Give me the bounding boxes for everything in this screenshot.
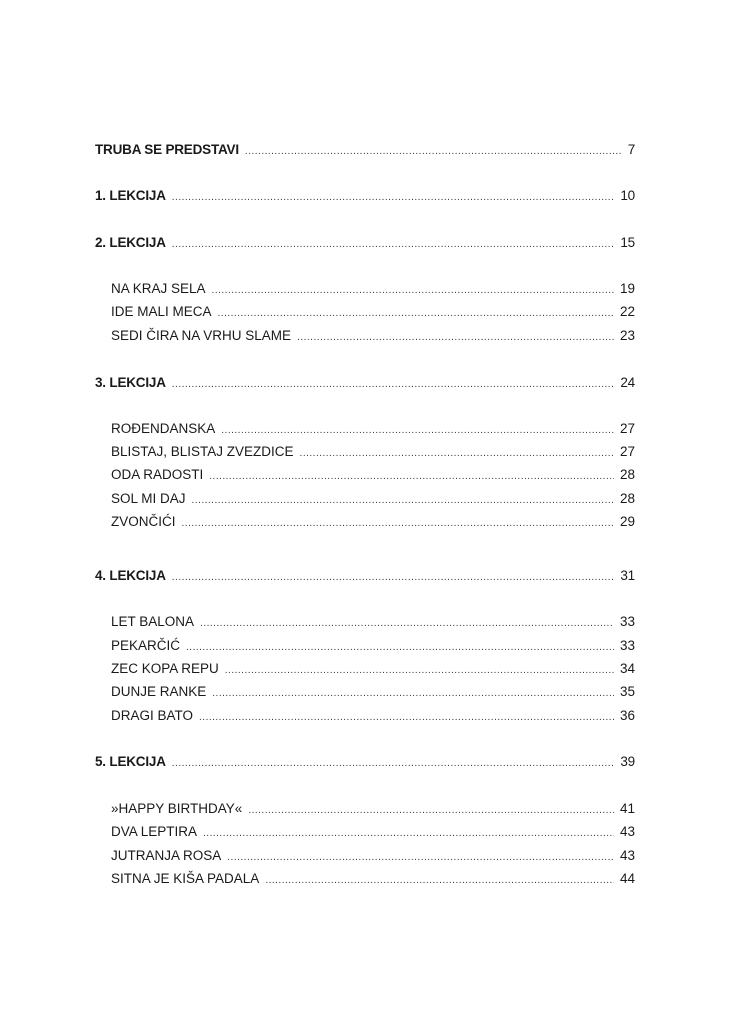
toc-entry (111, 637, 635, 657)
toc-entry-title: SEDI ČIRA NA VRHU SLAME (111, 328, 292, 343)
toc-entry (111, 303, 635, 323)
toc-entry-lesson-3 (95, 374, 635, 394)
dot-leader (225, 662, 614, 680)
toc-entry (111, 800, 635, 820)
toc-entry-lesson-2 (95, 234, 635, 254)
toc-entry-title: DVA LEPTIRA (111, 824, 198, 839)
toc-entry-page: 7 (627, 142, 635, 157)
dot-leader (300, 445, 614, 463)
toc-entry-page: 43 (619, 824, 635, 839)
toc-entry-lesson-1 (95, 187, 635, 207)
toc-entry-page: 44 (619, 871, 635, 886)
toc-entry (111, 327, 635, 347)
toc-entry-title: 2. LEKCIJA (95, 235, 166, 250)
toc-entry-title: ZEC KOPA REPU (111, 661, 219, 676)
toc-entry-title: LET BALONA (111, 614, 195, 629)
toc-entry-page: 23 (619, 328, 635, 343)
toc-entry (111, 466, 635, 486)
toc-entry (111, 683, 635, 703)
toc-entry-page: 27 (619, 421, 635, 436)
dot-leader (172, 236, 615, 254)
toc-entry (111, 490, 635, 510)
dot-leader (218, 305, 614, 323)
toc-entry-page: 43 (619, 848, 635, 863)
toc-entry (111, 707, 635, 727)
toc-entry-lesson-4 (95, 567, 635, 587)
toc-entry-title: 4. LEKCIJA (95, 568, 166, 583)
toc-entry-title: 5. LEKCIJA (95, 754, 166, 769)
toc-entry-page: 27 (619, 444, 635, 459)
toc-entry-page: 19 (619, 281, 635, 296)
toc-entry-intro (95, 141, 635, 161)
toc-entry-page: 24 (620, 375, 635, 390)
toc-entry (111, 847, 635, 867)
toc-entry-page: 22 (619, 304, 635, 319)
toc-entry-page: 28 (619, 467, 635, 482)
toc-entry-page: 15 (620, 235, 635, 250)
toc-entry-page: 28 (619, 491, 635, 506)
dot-leader (172, 189, 615, 207)
dot-leader (192, 492, 614, 510)
dot-leader (221, 422, 614, 440)
dot-leader (265, 872, 614, 890)
dot-leader (199, 709, 614, 727)
toc-entry-page: 10 (620, 188, 635, 203)
toc-entry-title: »HAPPY BIRTHDAY« (111, 801, 243, 816)
toc-entry-title: JUTRANJA ROSA (111, 848, 222, 863)
toc-entry (111, 660, 635, 680)
toc-entry (111, 870, 635, 890)
dot-leader (212, 685, 614, 703)
toc-entry-title: ZVONČIĆI (111, 514, 176, 529)
toc-entry-lesson-5 (95, 753, 635, 773)
toc-entry-title: IDE MALI MECA (111, 304, 212, 319)
dot-leader (209, 468, 614, 486)
dot-leader (172, 376, 615, 394)
toc-entry-title: DUNJE RANKE (111, 684, 207, 699)
toc-entry (111, 613, 635, 633)
toc-entry-page: 35 (619, 684, 635, 699)
toc-entry (111, 420, 635, 440)
toc-entry-title: SOL MI DAJ (111, 491, 186, 506)
toc-entry-title: NA KRAJ SELA (111, 281, 206, 296)
toc-entry-page: 29 (619, 514, 635, 529)
toc-entry-title: SITNA JE KIŠA PADALA (111, 871, 260, 886)
toc-entry-title: 1. LEKCIJA (95, 188, 166, 203)
toc-entry-page: 39 (620, 754, 635, 769)
dot-leader (203, 825, 614, 843)
toc-entry-page: 34 (619, 661, 635, 676)
toc-entry-title: BLISTAJ, BLISTAJ ZVEZDICE (111, 444, 294, 459)
toc-entry (111, 443, 635, 463)
toc-entry-page: 36 (619, 708, 635, 723)
dot-leader (172, 755, 615, 773)
toc-entry-title: 3. LEKCIJA (95, 375, 166, 390)
dot-leader (297, 329, 614, 347)
dot-leader (172, 569, 615, 587)
dot-leader (248, 802, 614, 820)
toc-entry-title: PEKARČIĆ (111, 638, 181, 653)
dot-leader (186, 639, 614, 657)
dot-leader (245, 143, 622, 161)
toc-entry (111, 823, 635, 843)
toc-entry-page: 33 (619, 614, 635, 629)
dot-leader (227, 849, 614, 867)
toc-entry-title: ODA RADOSTI (111, 467, 204, 482)
toc-entry-page: 31 (620, 568, 635, 583)
toc-entry-title: TRUBA SE PREDSTAVI (95, 142, 239, 157)
dot-leader (182, 515, 614, 533)
toc-entry-page: 41 (619, 801, 635, 816)
dot-leader (200, 615, 614, 633)
toc-entry (111, 513, 635, 533)
toc-entry-page: 33 (619, 638, 635, 653)
dot-leader (212, 282, 614, 300)
toc-entry (111, 280, 635, 300)
toc-entry-title: DRAGI BATO (111, 708, 194, 723)
toc-entry-title: ROĐENDANSKA (111, 421, 216, 436)
